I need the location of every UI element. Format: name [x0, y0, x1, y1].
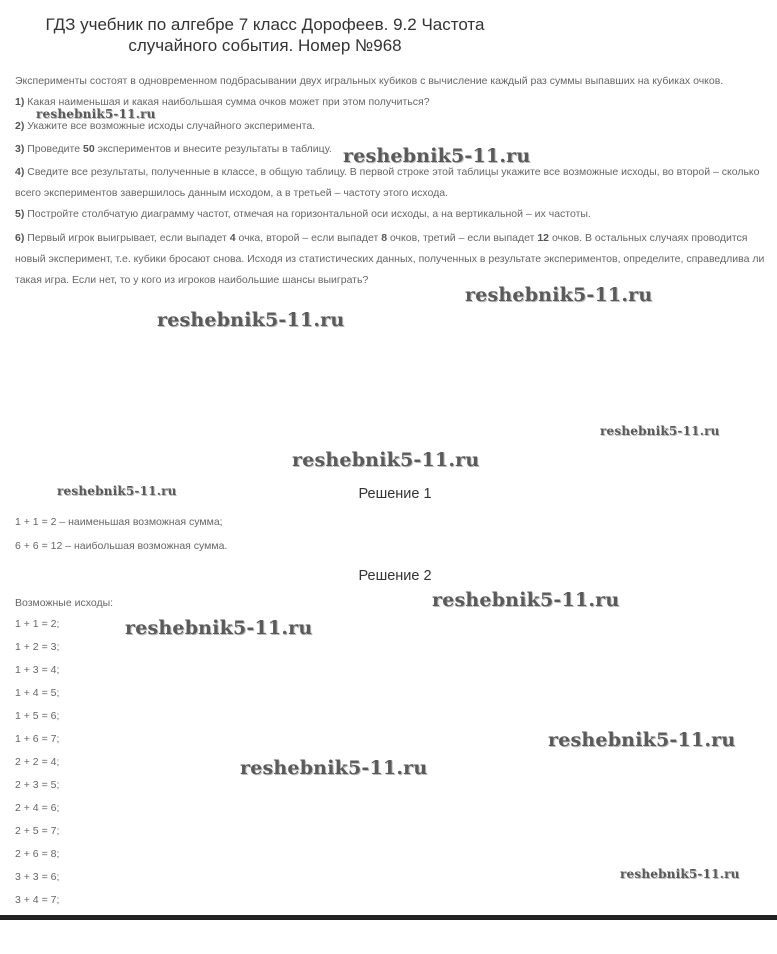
outcome-item: 2 + 3 = 5;	[15, 779, 60, 791]
task-intro: Эксперименты состоят в одновременном подбрасывании двух игральных кубиков с вычисление каждый раз суммы выпавших на кубиках очков.	[15, 75, 724, 87]
task-number: 1)	[15, 96, 25, 108]
outcome-item: 2 + 6 = 8;	[15, 848, 60, 860]
task-item-4	[15, 162, 765, 204]
page-title-line-2: случайного события. Номер №968	[128, 36, 402, 55]
task-bold-number: 4	[229, 232, 236, 244]
task-number: 2)	[15, 120, 25, 132]
task-text: Сведите все результаты, полученные в классе, в общую таблицу. В первой строке этой таблицы укажите все возможные исходы, во второй – сколько всего экспериментов завершилось данным исходом, а в третьей – частоту этого исхода.	[15, 166, 760, 199]
task-number: 3)	[15, 143, 25, 155]
task-bold-number: 50	[83, 143, 95, 155]
task-number: 4)	[15, 166, 25, 178]
task-item-6	[15, 228, 765, 291]
watermark: reshebnik5-11.ru	[125, 617, 313, 639]
watermark: reshebnik5-11.ru	[343, 145, 531, 167]
task-text: Первый игрок выигрывает, если выпадет	[24, 232, 230, 244]
outcome-item: 1 + 5 = 6;	[15, 710, 60, 722]
task-number: 6)	[15, 232, 25, 244]
task-text: Укажите все возможные исходы случайного эксперимента.	[24, 120, 316, 132]
outcome-item: 1 + 2 = 3;	[15, 641, 60, 653]
solution-2-heading: Решение 2	[358, 568, 432, 584]
task-text: Постройте столбчатую диаграмму частот, отмечая на горизонтальной оси исходы, а на вертикальной – их частоты.	[24, 208, 591, 220]
watermark: reshebnik5-11.ru	[620, 867, 740, 881]
solution-1-line: 1 + 1 = 2 – наименьшая возможная сумма;	[15, 516, 223, 528]
task-number: 5)	[15, 208, 25, 220]
task-text: Какая наименьшая и какая наибольшая сумма очков может при этом получиться?	[24, 96, 430, 108]
solution-1-line: 6 + 6 = 12 – наибольшая возможная сумма.	[15, 540, 228, 552]
task-text: очков. В остальных случаях проводится новый эксперимент, т.е. кубики бросают снова. Исходя из статистических данных, полученных в результате экспериментов, определите, справедлива ли такая игра. Если нет, то у кого из игроков наибольшие шансы выиграть?	[15, 232, 765, 286]
watermark: reshebnik5-11.ru	[157, 309, 345, 331]
task-bold-number: 8	[381, 232, 388, 244]
outcome-item: 3 + 3 = 6;	[15, 871, 60, 883]
watermark: reshebnik5-11.ru	[548, 729, 736, 751]
watermark: reshebnik5-11.ru	[240, 757, 428, 779]
task-text: Проведите	[24, 143, 83, 155]
outcome-item: 1 + 4 = 5;	[15, 687, 60, 699]
page-bottom-divider	[0, 915, 777, 920]
outcome-item: 2 + 5 = 7;	[15, 825, 60, 837]
watermark: reshebnik5-11.ru	[465, 284, 653, 306]
outcome-item: 3 + 4 = 7;	[15, 894, 60, 906]
solution-1-heading: Решение 1	[358, 486, 432, 502]
watermark: reshebnik5-11.ru	[432, 589, 620, 611]
page-title-line-1: ГДЗ учебник по алгебре 7 класс Дорофеев. 9.2 Частота	[45, 15, 485, 34]
outcome-item: 2 + 2 = 4;	[15, 756, 60, 768]
task-item-5	[15, 204, 765, 225]
task-text: экспериментов и внесите результаты в таблицу.	[94, 143, 332, 155]
watermark: reshebnik5-11.ru	[600, 424, 720, 438]
outcome-item: 1 + 3 = 4;	[15, 664, 60, 676]
watermark: reshebnik5-11.ru	[57, 484, 177, 498]
outcome-item: 2 + 4 = 6;	[15, 802, 60, 814]
page-title	[0, 14, 530, 56]
outcome-item: 1 + 6 = 7;	[15, 733, 60, 745]
task-text: очков, третий – если выпадет	[387, 232, 538, 244]
task-text: очка, второй – если выпадет	[235, 232, 382, 244]
outcome-item: 1 + 1 = 2;	[15, 618, 60, 630]
task-bold-number: 12	[537, 232, 550, 244]
watermark: reshebnik5-11.ru	[292, 449, 480, 471]
watermark: reshebnik5-11.ru	[36, 107, 156, 121]
outcomes-label: Возможные исходы:	[15, 597, 114, 609]
